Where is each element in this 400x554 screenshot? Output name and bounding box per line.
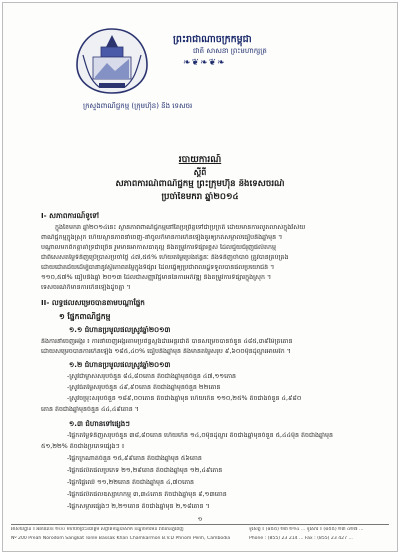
- list-item: -ស្រូវធំតម្លៃសរុបចំនួន ៤៩,៩០តោន តិចជាងឆ្នាំមុនចំនួន ២២តោន: [67, 384, 221, 391]
- footer-address-km: អាសយដ្ឋាន ៖ អគារលេខ ២០០ មហាវិថីព្រះនរោត្តម សង្កាត់ទន្លេបាសាក់ ខណ្ឌចំការមន រាជធានីភ្នំពេញ: [11, 527, 184, 532]
- report-period: ប្រចាំខែមករា ឆ្នាំ២០១៤: [161, 192, 239, 202]
- list-item: -ផ្នែកផ្លែឈើ ១១,២២តោន តិចជាងឆ្នាំមុន ៤,៧០តោន: [67, 479, 195, 486]
- footer-contact-km: ទូរស័ព្ទ ៖ (៨៥៥) ២៣ ២១៤ ... ទូរសារ ៖ (៨៥៥) ២៣ ៤២៧ ...: [249, 527, 364, 532]
- footer-address-en: Nº 200 Preah Norodom Sangkat Tonle Bassak Khan Chamkarmon B.V.D Phnom Penh, Cambodia: [11, 536, 231, 541]
- item-heading: ១.៣ ជំហានទៅផ្សេងៗ: [69, 420, 130, 428]
- paragraph-line: ពាណិជ្ជកម្មក្នុងស្រុក ហើយស្ថានភាពនាំចេញ-នាំចូលក៏មានការកើនឡើងគួរឲ្យកត់សម្គាល់ធៀបនឹងឆ្នាំមុន ។: [41, 234, 283, 241]
- list-item: តោន តិចជាងឆ្នាំមុនចំនួន ៤៤,៤៩តោន ។: [41, 406, 139, 413]
- kingdom-title: ព្រះរាជាណាចក្រកម្ពុជា: [173, 34, 252, 45]
- list-item: -ផ្នែកសម្ភារផ្សេងៗ ២,២១តោន តិចជាងឆ្នាំមុន ២,១៨តោន ។: [67, 503, 210, 510]
- item-heading: ១.២ ជំហានប្រមូលផលស្រូវឆ្នាំ២០១៣: [69, 361, 171, 369]
- list-item: -ផ្នែកក្រណាត់ចំនួន ១៥,៩៩តោន តិចជាងឆ្នាំមុន ៥៦តោន: [67, 455, 202, 462]
- footer-divider: [11, 524, 389, 525]
- paragraph-line: ជាពិសេសតម្លៃទំនិញប្រើប្រាស់ប្រចាំថ្ងៃ ៤៧,៥៥% ហើយតម្លៃប្រេងឥន្ធនៈ និងទំនិញចាំបាច់ ត្រូវបានគ្រប់គ្រង: [41, 254, 289, 261]
- royal-emblem-icon: [71, 25, 153, 97]
- subsection-heading: ១ ផ្នែកពាណិជ្ជកម្ម: [59, 312, 111, 321]
- footer-contact-en: Phone : (855) 23 214 ... Fax : (855) 23 427 ...: [249, 536, 353, 541]
- paragraph-line: ដោយសម្រេចបានការកើនឡើង ១៨៥,៤០% ធៀបនឹងឆ្នាំមុន និងមានតម្លៃសរុប ៩,៦០០ម៉ឺនដុល្លារអាមេរិក ។: [41, 348, 291, 355]
- national-motto: ជាតិ សាសនា ព្រះមហាក្សត្រ: [193, 47, 267, 55]
- paragraph-line: បណ្តាលមកពីកត្តាគាំទ្រជាច្រើន រួមមានអាកាសធាតុល្អ និងតម្រូវការទីផ្សារខ្ពស់ ដែលជួយជំរុញផលិតកម្ម: [41, 244, 276, 251]
- section-heading: I- សភាពការណ៍ទូទៅ: [41, 211, 99, 220]
- paragraph-line: ដោយជោគជ័យដើម្បីធានានូវស្ថិរភាពតម្លៃក្នុងទីផ្សារ ដែលធ្វើឲ្យប្រជាពលរដ្ឋទទួលបានផលប្រយោជន៍ ។: [41, 264, 275, 271]
- report-subject-label: ស្តីពី: [193, 168, 207, 177]
- paragraph-line: និងការនាំចេញអង្ករ ៖ ការនាំចេញអង្ករតាមប្រព័ន្ធស្តង់ដារអន្តរជាតិ បានសម្រេចបានចំនួន ៤៨៥,៣៩ម៉ែត្រតោន: [41, 338, 293, 345]
- list-item: ៥១,២២% តិចជាងប្រភេទផ្សេងៗ ៖: [41, 443, 125, 450]
- list-item: -ស្រូវចម្រុះសរុបចំនួន ១៨៩,០០តោន តិចជាងឆ្នាំមុន ហើយកើន ១១០,២៥% តិចជាងចំនួន ៤,៩៨០: [67, 395, 302, 402]
- paragraph-line: ក្នុងខែមករា ឆ្នាំ២០១៤នេះ ស្ថានភាពពាណិជ្ជកម្មនៅតែប្រព្រឹត្តទៅជាប្រក្រតី ដោយមានការលូតលាស់ក្នុងវិស័យ: [55, 224, 306, 231]
- section-heading: II- លទ្ធផលសម្រេចបានតាមបណ្តាផ្នែក: [41, 298, 145, 307]
- ministry-name: ក្រសួងពាណិជ្ជកម្ម (ក្រុមហ៊ុន) និង ទេសចរ: [83, 102, 193, 110]
- document-page: [2, 2, 398, 552]
- report-title: របាយការណ៍: [178, 155, 222, 165]
- item-heading: ១.១ ជំហានប្រមូលផលស្រូវឆ្នាំ២០១៣: [69, 326, 171, 334]
- list-item: -ស្រូវជាម្ចាស់សរុបចំនួន ៨៤,៨០តោន តិចជាងឆ្នាំមុនចំនួន ៤៧,១១តោន: [67, 373, 237, 380]
- header-ornament: ❧❦❧❦❧: [183, 58, 226, 68]
- report-subject: សភាពការណ៍ពាណិជ្ជកម្ម ព្រះក្រុមហ៊ុន និងទេសចរណ៍: [115, 179, 285, 189]
- list-item: -ផ្នែកផលិតផលប្រភេទ ២១,២៩តោន តិចជាងឆ្នាំមុន ១២,៤៩តោន: [67, 467, 223, 474]
- paragraph-line: ទេសចរណ៍ក៏មានការកើនឡើងដូចគ្នា ។: [41, 284, 131, 291]
- paragraph-line: ១១០,៥៧% ធៀបនឹងឆ្នាំ ២០១៣ ដែលជាសញ្ញាវិជ្ជមាននៃការអភិវឌ្ឍ និងតម្រូវការទីផ្សារក្នុងស្រុក ។: [41, 274, 272, 281]
- page-number: ១: [197, 516, 203, 523]
- list-item: -ផ្នែកផលិតផលឧស្សាហកម្ម ៣,៣៤តោន តិចជាងឆ្នាំមុន ៩,១៣តោន: [67, 491, 227, 498]
- list-item: -ផ្នែកតម្លៃទំនិញសរុបចំនួន ៣៨,៨០តោន ហើយកើន ១៤,០ម៉ឺនដុល្លារ តិចជាងឆ្នាំមុនចំនួន ៥,៤៤ម៉ឺន តិចជាងឆ្នាំមុន: [67, 432, 333, 439]
